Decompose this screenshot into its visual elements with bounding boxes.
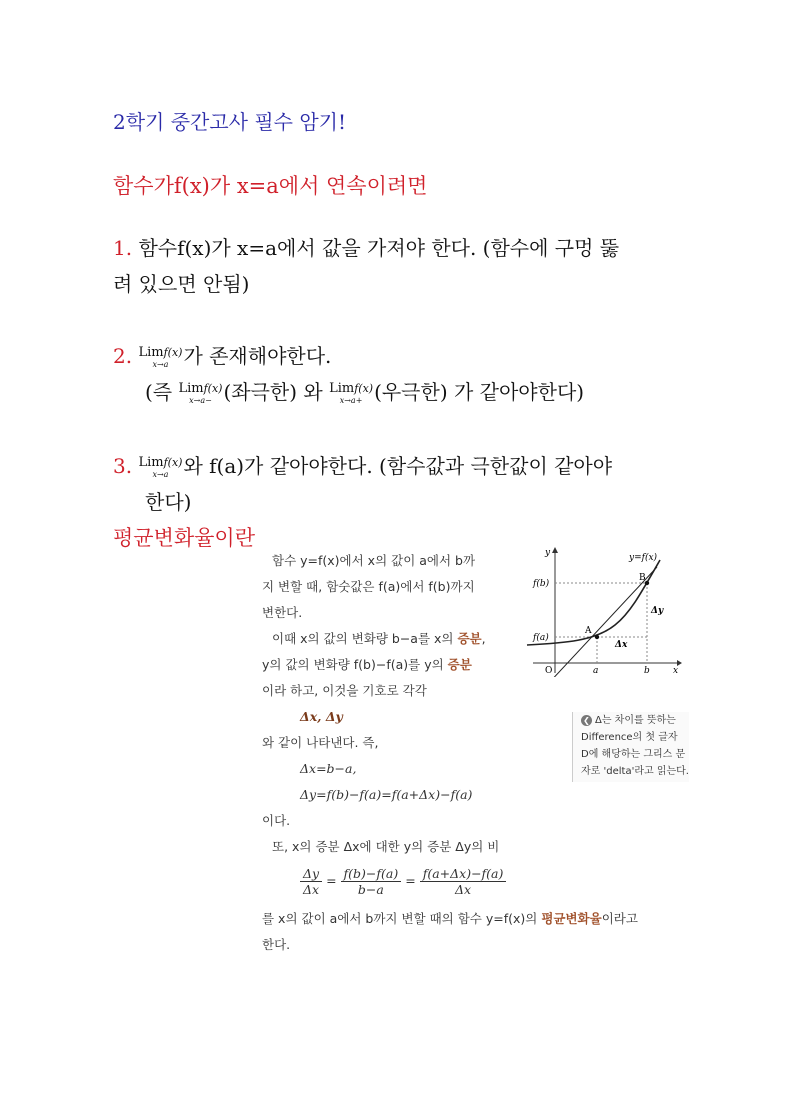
avg-rate-heading: 평균변화율이란 <box>113 526 256 550</box>
avg-rate-formula <box>300 866 506 897</box>
fraction-2: $\frac{f(b)-f(a)}{b-a}$ <box>341 866 402 897</box>
svg-text:y=f(x): y=f(x) <box>629 553 658 563</box>
item-1-text: 함수f(x)가 x=a에서 값을 가져야 한다. (함수에 구멍 뚫 <box>138 236 620 260</box>
avg-rate-graph <box>525 545 683 677</box>
avg-rate-term: 평균변화율 <box>541 911 602 926</box>
fraction-1: $\frac{\Delta y}{\Delta x}$ <box>300 866 322 897</box>
chevron-left-icon: ❮ <box>581 715 592 726</box>
left-limit-expression: Limf(x) x→a− <box>178 381 223 405</box>
increment-term: 증분 <box>457 631 482 646</box>
right-limit-expression: Limf(x) x→a+ <box>329 381 374 405</box>
svg-text:x: x <box>673 666 679 676</box>
item-3-text: 와 f(a)가 같아야한다. (함수값과 극한값이 같아야 <box>183 454 613 478</box>
note-line-3: D에 해당하는 그리스 문 <box>581 749 686 760</box>
item-3 <box>113 450 713 482</box>
svg-text:A: A <box>585 626 592 636</box>
svg-text:Δx: Δx <box>615 640 628 650</box>
point-a <box>595 635 599 639</box>
excerpt-line-11: 이다. <box>262 813 291 828</box>
item-2 <box>113 340 331 372</box>
item-2-number: 2. <box>113 344 133 368</box>
item-2-line2 <box>145 376 584 408</box>
excerpt-line-6: 이라 하고, 이것을 기호로 각각 <box>262 683 427 698</box>
excerpt-line-9: Δx=b−a, <box>300 761 357 776</box>
fraction-3: $\frac{f(a+\Delta x)-f(a)}{\Delta x}$ <box>420 866 507 897</box>
note-line-1: ❮ Δ는 차이를 뜻하는 <box>581 712 689 729</box>
item-2-open: (즉 <box>145 380 173 404</box>
excerpt-line-15: 한다. <box>262 937 291 952</box>
excerpt-line-7: Δx, Δy <box>300 709 343 724</box>
excerpt-line-5: y의 값의 변화량 f(b)−f(a)를 y의 증분 <box>262 657 472 672</box>
continuity-heading: 함수가f(x)가 x=a에서 연속이려면 <box>113 174 428 198</box>
textbook-excerpt <box>262 548 522 860</box>
excerpt-line-10: Δy=f(b)−f(a)=f(a+Δx)−f(a) <box>300 787 473 802</box>
left-limit-label: (좌극한) 와 <box>223 380 323 404</box>
excerpt-line-8: 와 같이 나타낸다. 즉, <box>262 735 379 750</box>
item-1-continued: 려 있으면 안됨) <box>113 272 250 296</box>
note-line-4: 자로 'delta'라고 읽는다. <box>581 766 689 777</box>
svg-text:Δy: Δy <box>651 606 664 616</box>
excerpt-line-1: 함수 y=f(x)에서 x의 값이 a에서 b까 <box>272 553 476 568</box>
svg-text:B: B <box>639 573 646 583</box>
svg-text:b: b <box>644 666 650 676</box>
svg-text:O: O <box>545 666 553 676</box>
note-line-2: Difference의 첫 글자 <box>581 732 678 743</box>
item-3-number: 3. <box>113 454 133 478</box>
limit-expression-3: Limf(x) x→a <box>138 455 183 479</box>
excerpt-line-14: 를 x의 값이 a에서 b까지 변할 때의 함수 y=f(x)의 평균변화율이라고 <box>262 911 638 926</box>
svg-text:a: a <box>593 666 599 676</box>
delta-note <box>572 712 689 782</box>
limit-expression: Limf(x) x→a <box>138 345 183 369</box>
excerpt-line-4: 이때 x의 값의 변화량 b−a를 x의 증분, <box>272 631 486 646</box>
equals-1: = <box>326 873 337 888</box>
excerpt-conclusion <box>262 906 638 958</box>
item-2-text: 가 존재해야한다. <box>183 344 332 368</box>
excerpt-line-2: 지 변할 때, 함숫값은 f(a)에서 f(b)까지 <box>262 579 475 594</box>
svg-text:y: y <box>545 548 551 558</box>
item-3-continued: 한다) <box>145 490 192 514</box>
equals-2: = <box>405 873 416 888</box>
excerpt-line-12: 또, x의 증분 Δx에 대한 y의 증분 Δy의 비 <box>272 839 500 854</box>
item-1 <box>113 232 693 264</box>
svg-text:f(a): f(a) <box>533 633 549 643</box>
page-title: 2학기 중간고사 필수 암기! <box>113 110 347 134</box>
svg-text:f(b): f(b) <box>533 579 550 589</box>
item-1-number: 1. <box>113 236 133 260</box>
increment-term-2: 증분 <box>447 657 472 672</box>
right-limit-label: (우극한) 가 같아야한다) <box>374 380 585 404</box>
excerpt-line-3: 변한다. <box>262 605 303 620</box>
